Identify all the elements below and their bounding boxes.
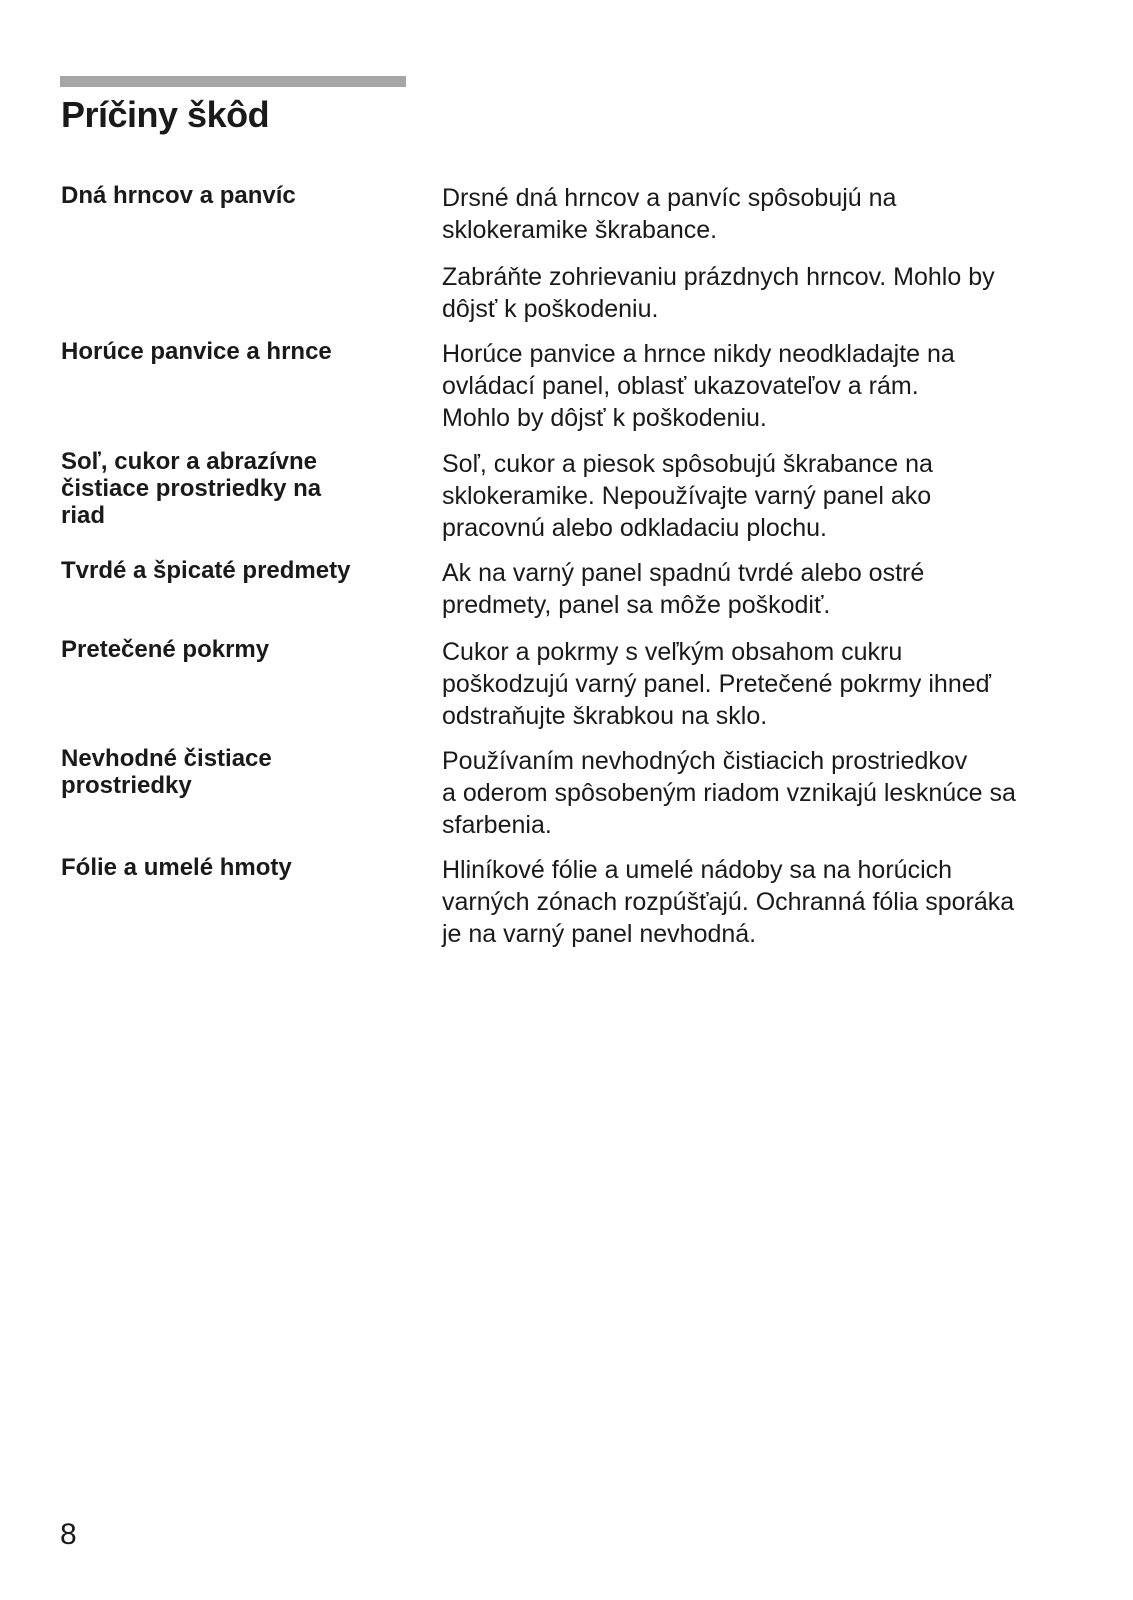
description-paragraph: Používaním nevhodných čistiacich prostriedkov a oderom spôsobeným riadom vznikajú lesknúce sa sfarbenia. [442, 747, 1016, 839]
page-title: Príčiny škôd [61, 94, 270, 135]
row-label: Soľ, cukor a abrazívne čistiace prostriedky na riad [61, 448, 322, 529]
row-description [442, 557, 1082, 636]
row-label: Fólie a umelé hmoty [61, 854, 292, 881]
description-paragraph: Cukor a pokrmy s veľkým obsahom cukru poškodzujú varný panel. Pretečené pokrmy ihneď odstraňujte škrabkou na sklo. [442, 638, 992, 730]
title-rule [60, 76, 406, 87]
row-description [442, 636, 1082, 747]
row-description [442, 338, 1082, 449]
row-description [442, 182, 1082, 340]
row-description [442, 448, 1082, 559]
row-label: Dná hrncov a panvíc [61, 182, 296, 209]
row-label: Horúce panvice a hrnce [61, 338, 332, 365]
row-description [442, 854, 1082, 965]
description-paragraph: Soľ, cukor a piesok spôsobujú škrabance na sklokeramike. Nepoužívajte varný panel ako pracovnú alebo odkladaciu plochu. [442, 450, 933, 542]
description-paragraph: Zabráňte zohrievaniu prázdnych hrncov. Mohlo by dôjsť k poškodeniu. [442, 263, 995, 323]
description-paragraph: Hliníkové fólie a umelé nádoby sa na horúcich varných zónach rozpúšťajú. Ochranná fólia sporáka je na varný panel nevhodná. [442, 856, 1015, 948]
page-number: 8 [60, 1518, 77, 1551]
description-paragraph: Drsné dná hrncov a panvíc spôsobujú na sklokeramike škrabance. [442, 184, 897, 244]
description-paragraph: Horúce panvice a hrnce nikdy neodkladajte na ovládací panel, oblasť ukazovateľov a rám. Mohlo by dôjsť k poškodeniu. [442, 340, 955, 432]
row-label: Tvrdé a špicaté predmety [61, 557, 351, 584]
row-label: Pretečené pokrmy [61, 636, 270, 663]
row-description [442, 745, 1082, 856]
row-label: Nevhodné čistiace prostriedky [61, 745, 272, 799]
description-paragraph: Ak na varný panel spadnú tvrdé alebo ostré predmety, panel sa môže poškodiť. [442, 559, 925, 619]
